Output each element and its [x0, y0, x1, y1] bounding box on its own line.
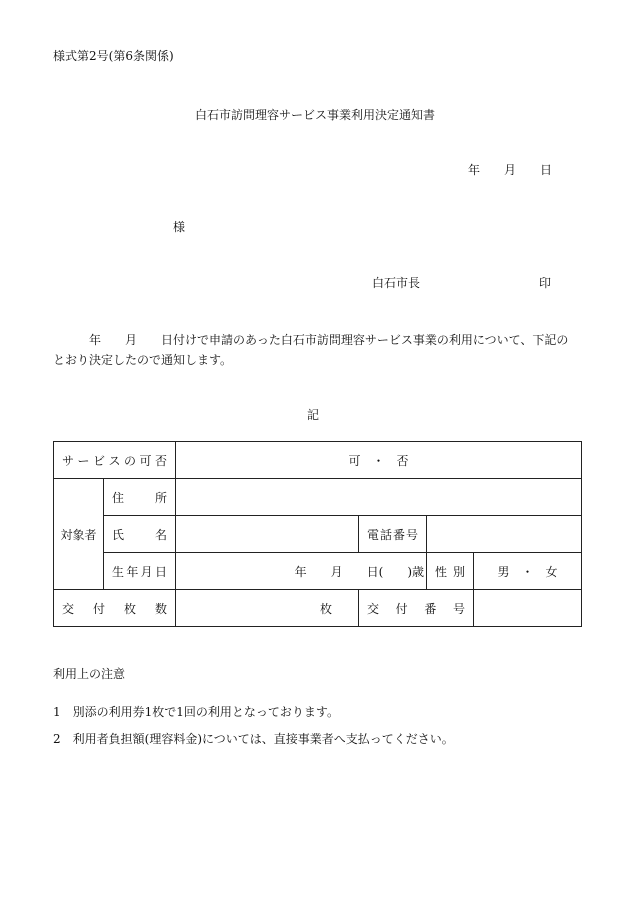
date-month: 月	[504, 163, 517, 177]
name-label: 氏名	[104, 516, 176, 553]
name-value-cell	[176, 516, 359, 553]
table-row	[54, 590, 582, 627]
sex-value: 男 ・ 女	[474, 553, 582, 590]
issuer-name: 白石市長	[372, 276, 421, 290]
dob-month: 月	[330, 564, 343, 579]
date-day: 日	[540, 163, 553, 177]
decision-table	[53, 441, 582, 627]
body-main-text: 日付けで申請のあった白石市訪問理容サービス事業の利用について、下記のとおり決定したので通知します。	[53, 333, 569, 367]
body-year: 年	[89, 333, 102, 347]
dob-label: 生年月日	[104, 553, 176, 590]
dob-year: 年	[294, 564, 307, 579]
notes-heading: 利用上の注意	[53, 667, 126, 681]
note-text: 別添の利用券1枚で1回の利用となっております。	[72, 705, 339, 719]
ticket-number-value-cell	[474, 590, 582, 627]
phone-label: 電話番号	[359, 516, 427, 553]
document-title: 白石市訪問理容サービス事業利用決定通知書	[194, 108, 435, 122]
tickets-unit: 枚	[320, 601, 333, 616]
dob-day-age: 日( )歳	[366, 564, 425, 579]
table-row	[54, 553, 582, 590]
note-item	[53, 730, 454, 747]
table-row	[54, 442, 582, 479]
body-month: 月	[125, 333, 138, 347]
availability-value: 可 ・ 否	[176, 442, 582, 479]
seal-mark: 印	[539, 276, 552, 290]
sex-label: 性別	[427, 553, 474, 590]
phone-value-cell	[427, 516, 582, 553]
body-paragraph	[53, 330, 577, 370]
note-item	[53, 703, 339, 720]
note-number: 1	[53, 705, 61, 719]
ki-heading: 記	[306, 408, 319, 422]
tickets-label: 交付枚数	[54, 590, 176, 627]
form-number: 様式第2号(第6条関係)	[53, 49, 174, 63]
availability-label: サービスの可否	[54, 442, 176, 479]
recipient-label: 対象者	[54, 479, 104, 590]
ticket-number-label: 交付番号	[359, 590, 474, 627]
table-row	[54, 479, 582, 516]
address-value-cell	[176, 479, 582, 516]
note-text: 利用者負担額(理容料金)については、直接事業者へ支払ってください。	[72, 732, 454, 746]
issue-date	[468, 161, 552, 178]
tickets-value-cell	[176, 590, 359, 627]
addressee-suffix: 様	[173, 220, 186, 234]
dob-value-cell	[176, 553, 427, 590]
address-label: 住所	[104, 479, 176, 516]
date-year: 年	[468, 163, 481, 177]
table-row	[54, 516, 582, 553]
note-number: 2	[53, 732, 61, 746]
